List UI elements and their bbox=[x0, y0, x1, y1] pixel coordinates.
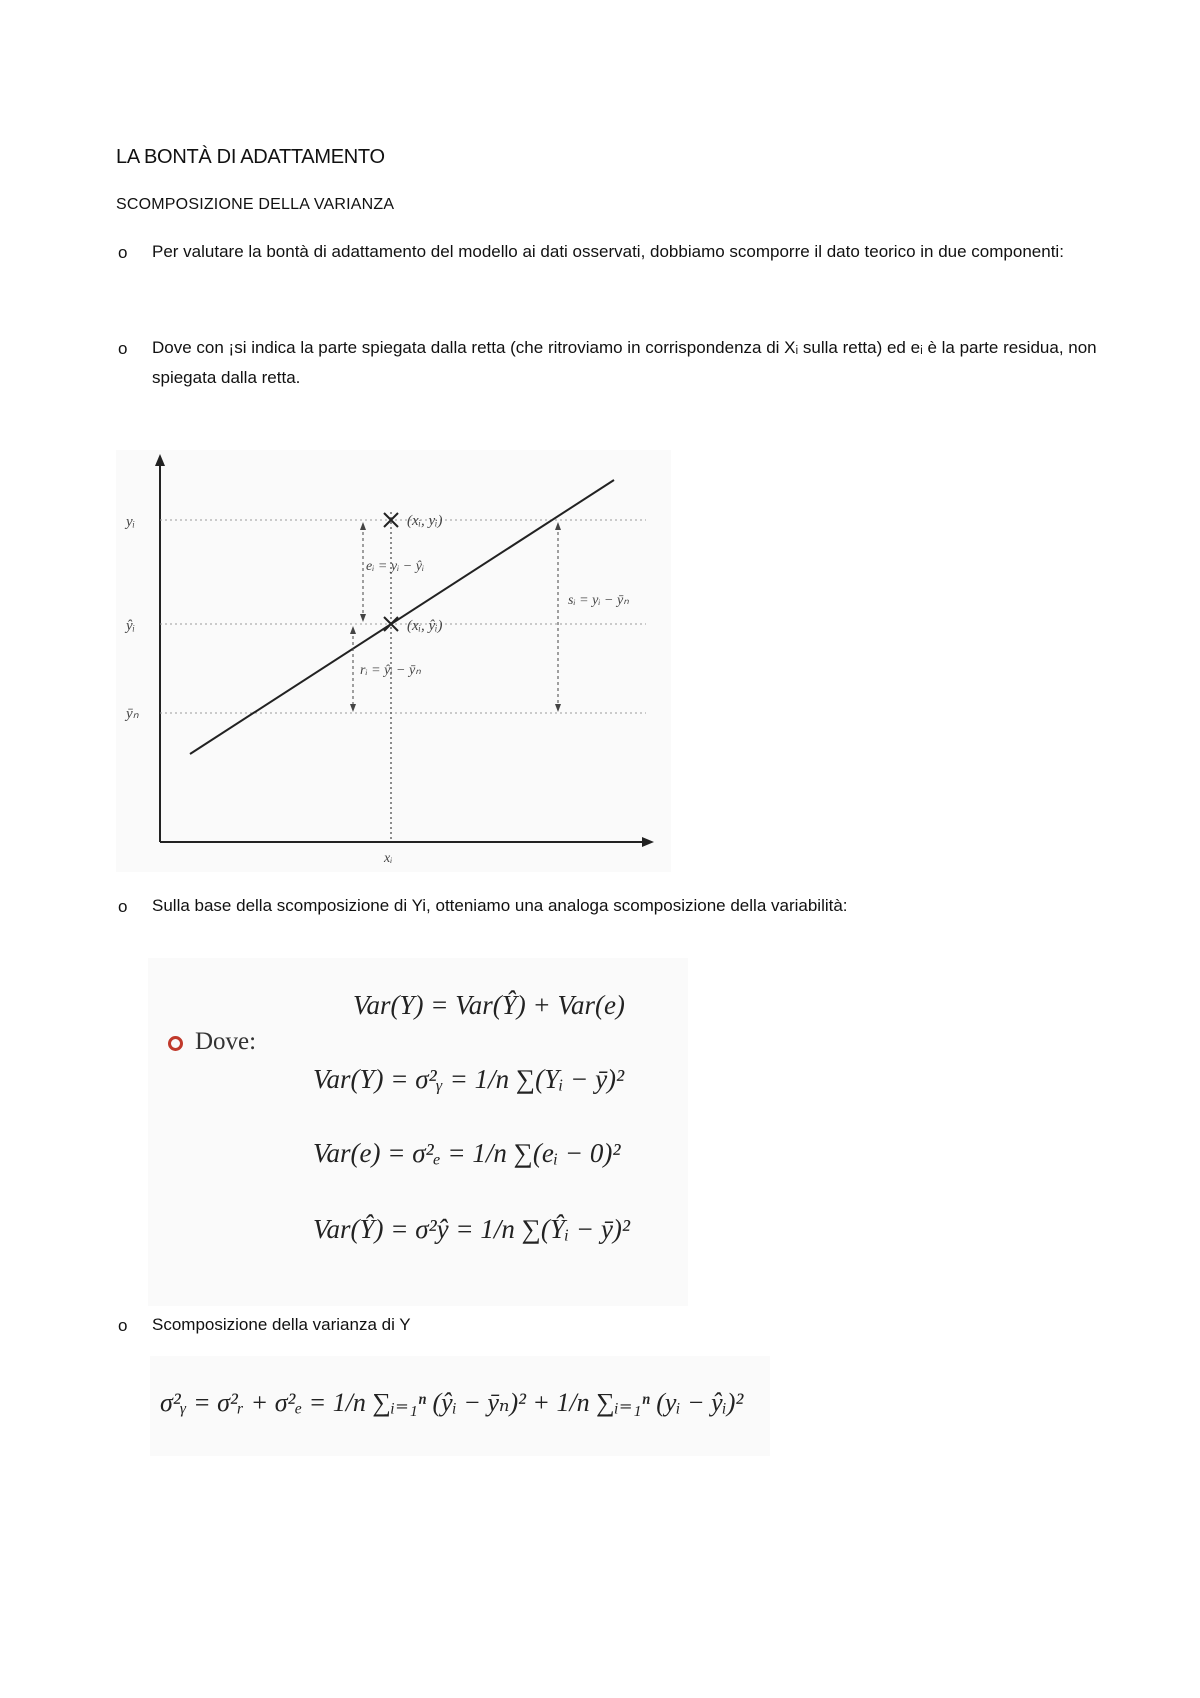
label-xi: xᵢ bbox=[384, 851, 393, 866]
formula-line-4: Var(Ŷ) = σ²ŷ = 1/n ∑(Ŷᵢ − ȳ)² bbox=[313, 1214, 630, 1244]
bullet-marker: o bbox=[118, 339, 128, 358]
label-yhat: ŷᵢ bbox=[126, 618, 136, 634]
dove-label: Dove: bbox=[168, 1028, 256, 1056]
final-formula: σ²ᵧ = σ²ᵣ + σ²ₑ = 1/n ∑ᵢ₌₁ⁿ (ŷᵢ − ȳₙ)² + 1/n ∑ᵢ₌₁ⁿ (yᵢ − ŷᵢ)² bbox=[160, 1388, 744, 1417]
label-yi: yᵢ bbox=[126, 514, 136, 530]
formula-line-2: Var(Y) = σ²ᵧ = 1/n ∑(Yᵢ − ȳ)² bbox=[313, 1064, 625, 1094]
bullet-text-1: Per valutare la bontà di adattamento del modello ai dati osservati, dobbiamo scomporre il dato teorico in due componenti: bbox=[152, 242, 1064, 261]
regression-decomposition-figure bbox=[116, 450, 671, 872]
x-axis-arrow-icon bbox=[642, 837, 654, 847]
label-residual: eᵢ = yᵢ − ŷᵢ bbox=[366, 559, 425, 574]
label-explained: rᵢ = ŷᵢ − ȳₙ bbox=[360, 663, 421, 678]
formula-line-3: Var(e) = σ²ₑ = 1/n ∑(eᵢ − 0)² bbox=[313, 1138, 621, 1168]
bullet-marker: o bbox=[118, 1316, 128, 1335]
label-ybar: ȳₙ bbox=[126, 706, 139, 722]
variance-formula-box bbox=[148, 958, 688, 1306]
bullet-text-3: Sulla base della scomposizione di Yi, otteniamo una analoga scomposizione della variabilità: bbox=[152, 896, 848, 915]
formula-line-1: Var(Y) = Var(Ŷ) + Var(e) bbox=[353, 990, 625, 1020]
bullet-marker: o bbox=[118, 243, 128, 262]
label-total: sᵢ = yᵢ − ȳₙ bbox=[568, 593, 629, 608]
bullet-text-4: Scomposizione della varianza di Y bbox=[152, 1315, 411, 1334]
label-observed-point: (xᵢ, yᵢ) bbox=[407, 513, 443, 529]
y-axis-arrow-icon bbox=[155, 454, 165, 466]
section-subtitle: SCOMPOSIZIONE DELLA VARIANZA bbox=[116, 196, 395, 213]
red-bullet-icon bbox=[168, 1036, 183, 1051]
label-fitted-point: (xᵢ, ŷᵢ) bbox=[407, 618, 443, 634]
final-formula-box bbox=[150, 1356, 770, 1456]
page-title: LA BONTÀ DI ADATTAMENTO bbox=[116, 146, 385, 168]
bullet-marker: o bbox=[118, 897, 128, 916]
bullet-text-2: Dove con ¡si indica la parte spiegata dalla retta (che ritroviamo in corrispondenza di Xᵢ sulla retta) ed eᵢ è la parte residua, non spiegata dalla retta. bbox=[152, 338, 1097, 387]
